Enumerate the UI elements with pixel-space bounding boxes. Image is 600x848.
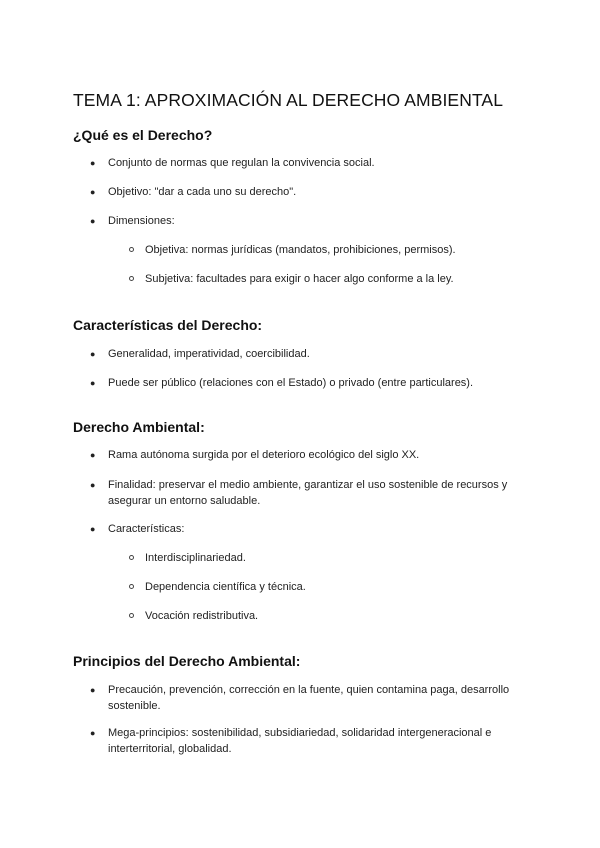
sub-list-item xyxy=(145,550,525,566)
hollow-bullet-icon xyxy=(129,613,134,618)
sub-list-item xyxy=(145,242,525,258)
bullet-icon: ● xyxy=(90,524,96,534)
sub-list-item xyxy=(145,271,525,287)
list-item xyxy=(90,346,518,362)
section-heading-derecho-ambiental: Derecho Ambiental: xyxy=(73,419,205,435)
sub-list-item xyxy=(145,579,525,595)
list-item-text: Dimensiones: xyxy=(108,215,175,227)
list-item xyxy=(90,375,518,391)
bullet-icon: ● xyxy=(90,349,96,359)
section-heading-que-es-derecho: ¿Qué es el Derecho? xyxy=(73,127,213,143)
list-item xyxy=(90,682,518,714)
sub-list-item xyxy=(145,608,525,624)
hollow-bullet-icon xyxy=(129,584,134,589)
list-item-text: Conjunto de normas que regulan la convivencia social. xyxy=(108,157,375,169)
bullet-icon: ● xyxy=(90,187,96,197)
hollow-bullet-icon xyxy=(129,555,134,560)
list-item-text: Precaución, prevención, corrección en la fuente, quien contamina paga, desarrollo sostenible. xyxy=(108,684,510,712)
list-item xyxy=(90,477,518,509)
list-item xyxy=(90,155,518,171)
list-item-text: Puede ser público (relaciones con el Estado) o privado (entre particulares). xyxy=(108,377,474,389)
hollow-bullet-icon xyxy=(129,247,134,252)
bullet-icon: ● xyxy=(90,685,96,695)
list-item xyxy=(90,213,518,229)
sub-list-item-text: Dependencia científica y técnica. xyxy=(145,581,306,593)
bullet-icon: ● xyxy=(90,728,96,738)
sub-list-item-text: Subjetiva: facultades para exigir o hacer algo conforme a la ley. xyxy=(145,273,454,285)
bullet-icon: ● xyxy=(90,450,96,460)
list-item-text: Objetivo: "dar a cada uno su derecho". xyxy=(108,186,297,198)
hollow-bullet-icon xyxy=(129,276,134,281)
list-item-text: Mega-principios: sostenibilidad, subsidiariedad, solidaridad intergeneracional e interterritorial, globalidad. xyxy=(108,727,492,755)
list-item-text: Finalidad: preservar el medio ambiente, garantizar el uso sostenible de recursos y asegurar un entorno saludable. xyxy=(108,479,508,507)
list-item-text: Rama autónoma surgida por el deterioro ecológico del siglo XX. xyxy=(108,449,420,461)
sub-list-item-text: Objetiva: normas jurídicas (mandatos, prohibiciones, permisos). xyxy=(145,244,456,256)
sub-list-item-text: Interdisciplinariedad. xyxy=(145,552,246,564)
list-item xyxy=(90,447,518,463)
list-item-text: Características: xyxy=(108,523,185,535)
bullet-icon: ● xyxy=(90,216,96,226)
list-item-text: Generalidad, imperatividad, coercibilidad. xyxy=(108,348,310,360)
section-heading-caracteristicas: Características del Derecho: xyxy=(73,317,263,333)
list-item xyxy=(90,725,518,757)
page-title: TEMA 1: APROXIMACIÓN AL DERECHO AMBIENTAL xyxy=(73,90,504,110)
bullet-icon: ● xyxy=(90,378,96,388)
list-item xyxy=(90,521,518,537)
sub-list-item-text: Vocación redistributiva. xyxy=(145,610,259,622)
section-heading-principios: Principios del Derecho Ambiental: xyxy=(73,653,301,669)
bullet-icon: ● xyxy=(90,480,96,490)
bullet-icon: ● xyxy=(90,158,96,168)
list-item xyxy=(90,184,518,200)
